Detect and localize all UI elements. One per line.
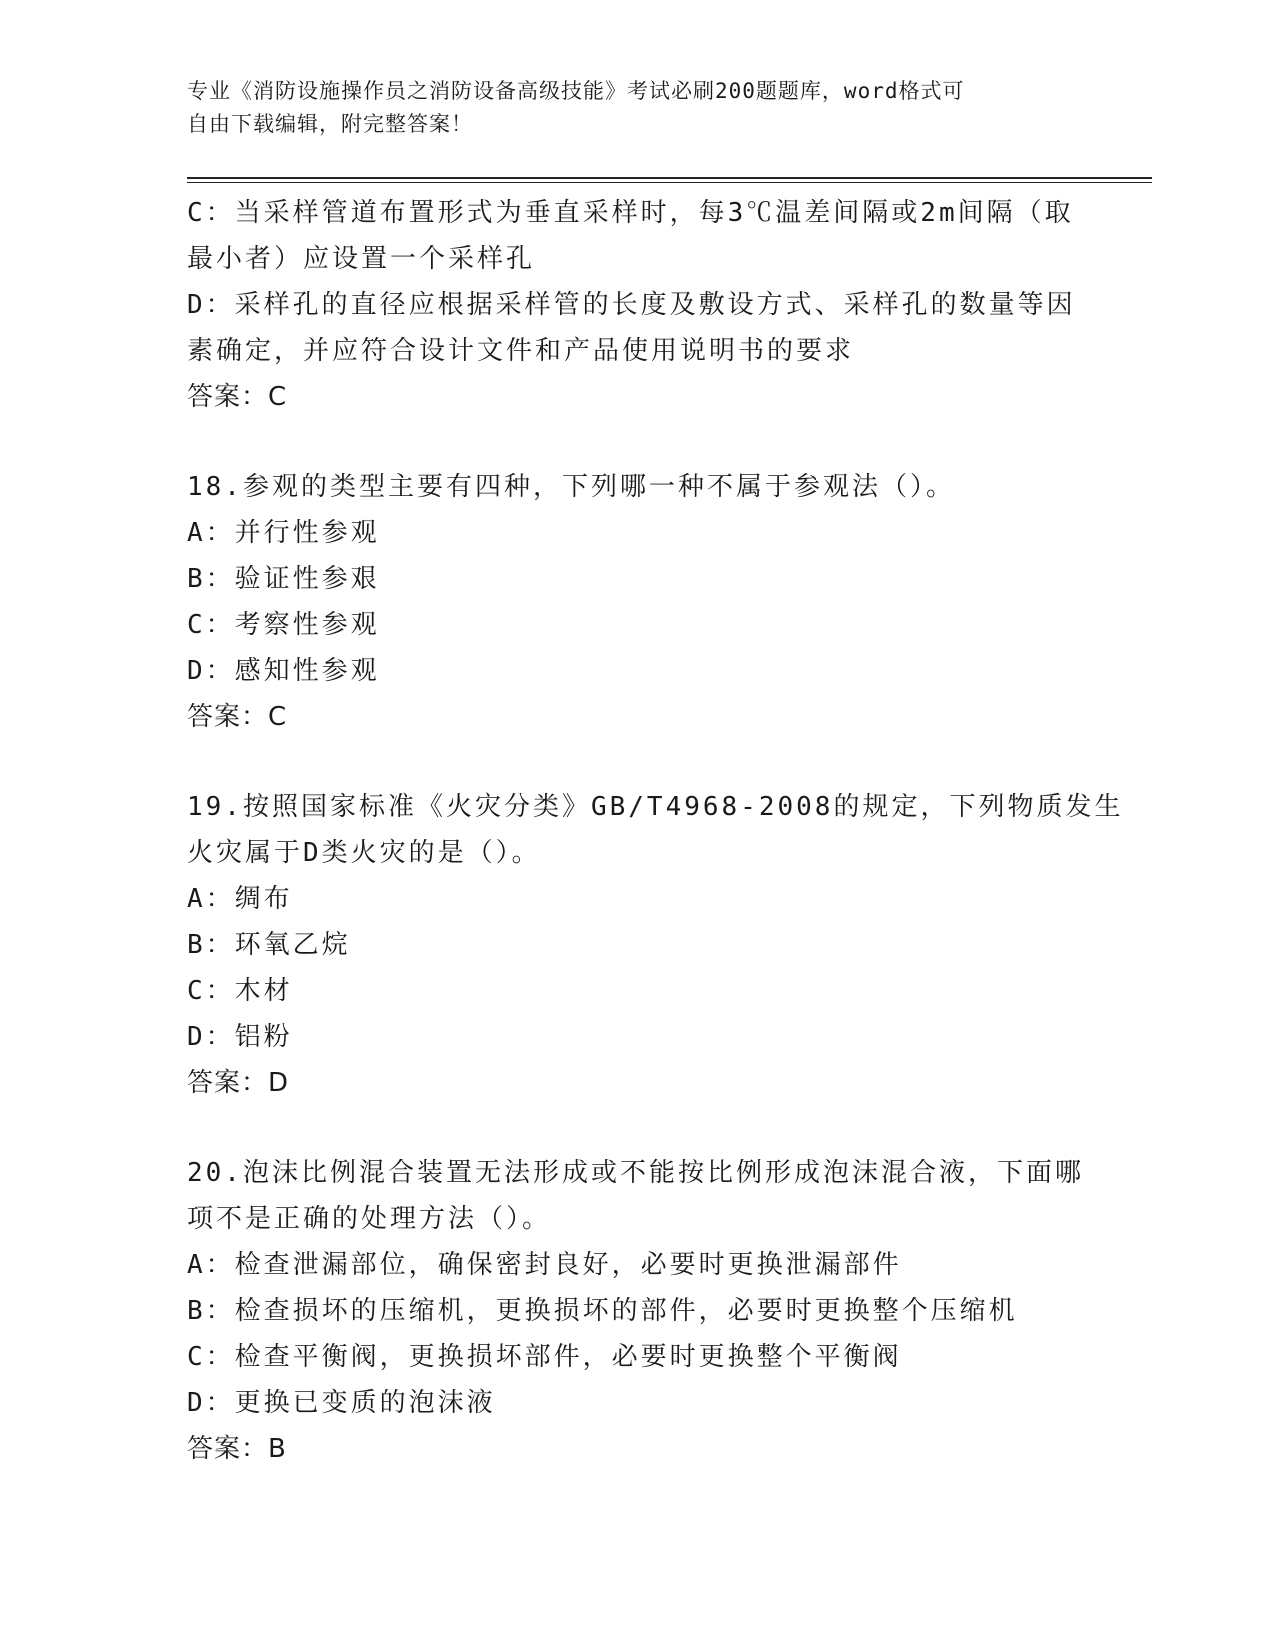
option-c-line-1: C：当采样管道布置形式为垂直采样时，每3℃温差间隔或2m间隔（取 bbox=[187, 198, 1074, 228]
option-c: C：考察性参观 bbox=[187, 610, 380, 640]
question-18 bbox=[187, 464, 1087, 740]
answer-20: 答案：B bbox=[187, 1434, 287, 1464]
answer-19: 答案：D bbox=[187, 1068, 290, 1098]
option-d: D：更换已变质的泡沫液 bbox=[187, 1388, 496, 1418]
question-20 bbox=[187, 1150, 1087, 1472]
option-d-line-2: 素确定，并应符合设计文件和产品使用说明书的要求 bbox=[187, 336, 855, 366]
option-d: D：铝粉 bbox=[187, 1022, 293, 1052]
question-list bbox=[187, 190, 1124, 1472]
option-c: C：木材 bbox=[187, 976, 293, 1006]
question-17-continued bbox=[187, 190, 1087, 420]
option-b: B：验证性参艰 bbox=[187, 564, 380, 594]
option-a: A：绸布 bbox=[187, 884, 293, 914]
question-stem-line-1: 20.泡沫比例混合装置无法形成或不能按比例形成泡沫混合液，下面哪 bbox=[187, 1158, 1084, 1188]
question-stem: 18.参观的类型主要有四种，下列哪一种不属于参观法（）。 bbox=[187, 472, 955, 502]
header-line-1: 专业《消防设施操作员之消防设备高级技能》考试必刷200题题库，word格式可 bbox=[187, 79, 965, 103]
answer-18: 答案：C bbox=[187, 702, 288, 732]
option-d: D：感知性参观 bbox=[187, 656, 380, 686]
option-b: B：环氧乙烷 bbox=[187, 930, 351, 960]
option-a: A：并行性参观 bbox=[187, 518, 380, 548]
answer-17: 答案：C bbox=[187, 382, 288, 412]
option-d-line-1: D：采样孔的直径应根据采样管的长度及敷设方式、采样孔的数量等因 bbox=[187, 290, 1076, 320]
option-c: C：检查平衡阀，更换损坏部件，必要时更换整个平衡阀 bbox=[187, 1342, 902, 1372]
document-header bbox=[187, 75, 1067, 141]
header-line-2: 自由下载编辑，附完整答案！ bbox=[187, 112, 473, 136]
header-divider-thick bbox=[187, 177, 1152, 179]
question-19 bbox=[187, 784, 1124, 1106]
question-stem-line-1: 19.按照国家标准《火灾分类》GB/T4968-2008的规定，下列物质发生 bbox=[187, 792, 1124, 822]
option-c-line-2: 最小者）应设置一个采样孔 bbox=[187, 244, 536, 274]
option-b: B：检查损坏的压缩机，更换损坏的部件，必要时更换整个压缩机 bbox=[187, 1296, 1018, 1326]
question-stem-line-2: 火灾属于D类火灾的是（）。 bbox=[187, 838, 541, 868]
header-divider-thin bbox=[187, 182, 1152, 183]
option-a: A：检查泄漏部位，确保密封良好，必要时更换泄漏部件 bbox=[187, 1250, 902, 1280]
question-stem-line-2: 项不是正确的处理方法（）。 bbox=[187, 1204, 552, 1234]
